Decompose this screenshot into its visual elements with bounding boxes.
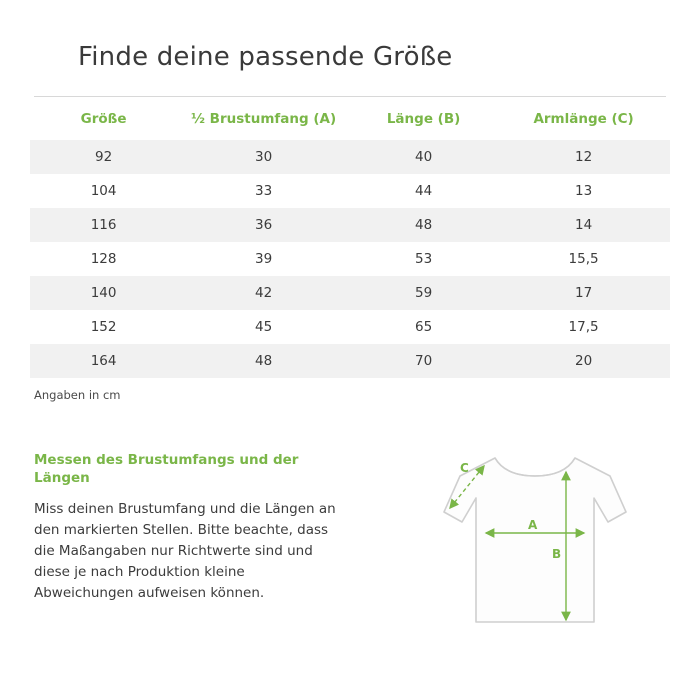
cell-length: 53 (414, 251, 433, 267)
cell-size: 116 (30, 208, 177, 242)
table-row (30, 276, 670, 310)
cell-chest: 42 (177, 276, 350, 310)
cell-size: 92 (30, 140, 177, 174)
cell-chest: 48 (177, 344, 350, 378)
cell-length: 59 (350, 276, 497, 310)
cell-sleeve: 17,5 (568, 319, 599, 335)
cell-length: 70 (350, 344, 497, 378)
cell-sleeve: 12 (497, 140, 670, 174)
cell-size: 140 (30, 276, 177, 310)
instructions-heading: Messen des Brustumfangs und der Längen (34, 452, 299, 486)
cell-chest: 30 (177, 140, 350, 174)
cell-size: 152 (90, 319, 117, 335)
cell-sleeve: 14 (497, 208, 670, 242)
table-row (30, 208, 670, 242)
tshirt-diagram (400, 440, 670, 655)
table-row (30, 310, 670, 344)
unit-footnote: Angaben in cm (34, 388, 121, 402)
cell-sleeve: 20 (497, 344, 670, 378)
cell-size: 128 (90, 251, 117, 267)
measure-label-a: A (528, 518, 538, 532)
measure-label-c: C (460, 461, 469, 475)
cell-sleeve: 15,5 (568, 251, 599, 267)
table-header-row (30, 97, 670, 140)
table-row (30, 242, 670, 276)
cell-length: 40 (350, 140, 497, 174)
column-header-size: Größe (80, 111, 127, 127)
size-table (30, 97, 670, 378)
instructions-section (30, 440, 670, 660)
cell-chest: 39 (254, 251, 273, 267)
cell-chest: 45 (254, 319, 273, 335)
tshirt-outline-shape (444, 458, 626, 622)
table-row (30, 174, 670, 208)
instructions-text-column (34, 452, 344, 604)
cell-length: 44 (414, 183, 433, 199)
column-header-sleeve: Armlänge (C) (533, 111, 634, 127)
table-row (30, 140, 670, 174)
cell-chest: 36 (177, 208, 350, 242)
cell-length: 48 (350, 208, 497, 242)
column-header-chest: ½ Brustumfang (A) (191, 111, 337, 127)
page-title: Finde deine passende Größe (78, 42, 453, 72)
cell-sleeve: 13 (574, 183, 593, 199)
cell-length: 65 (414, 319, 433, 335)
instructions-paragraph: Miss deinen Brustumfang und die Längen an den markierten Stellen. Bitte beachte, dass die Maßangaben nur Richtwerte sind und diese je nach Produktion kleine Abweichungen aufweisen können. (34, 501, 336, 601)
table-row (30, 344, 670, 378)
cell-sleeve: 17 (497, 276, 670, 310)
measure-label-b: B (552, 547, 562, 561)
cell-chest: 33 (254, 183, 273, 199)
cell-size: 164 (30, 344, 177, 378)
column-header-length: Länge (B) (386, 111, 461, 127)
cell-size: 104 (90, 183, 117, 199)
